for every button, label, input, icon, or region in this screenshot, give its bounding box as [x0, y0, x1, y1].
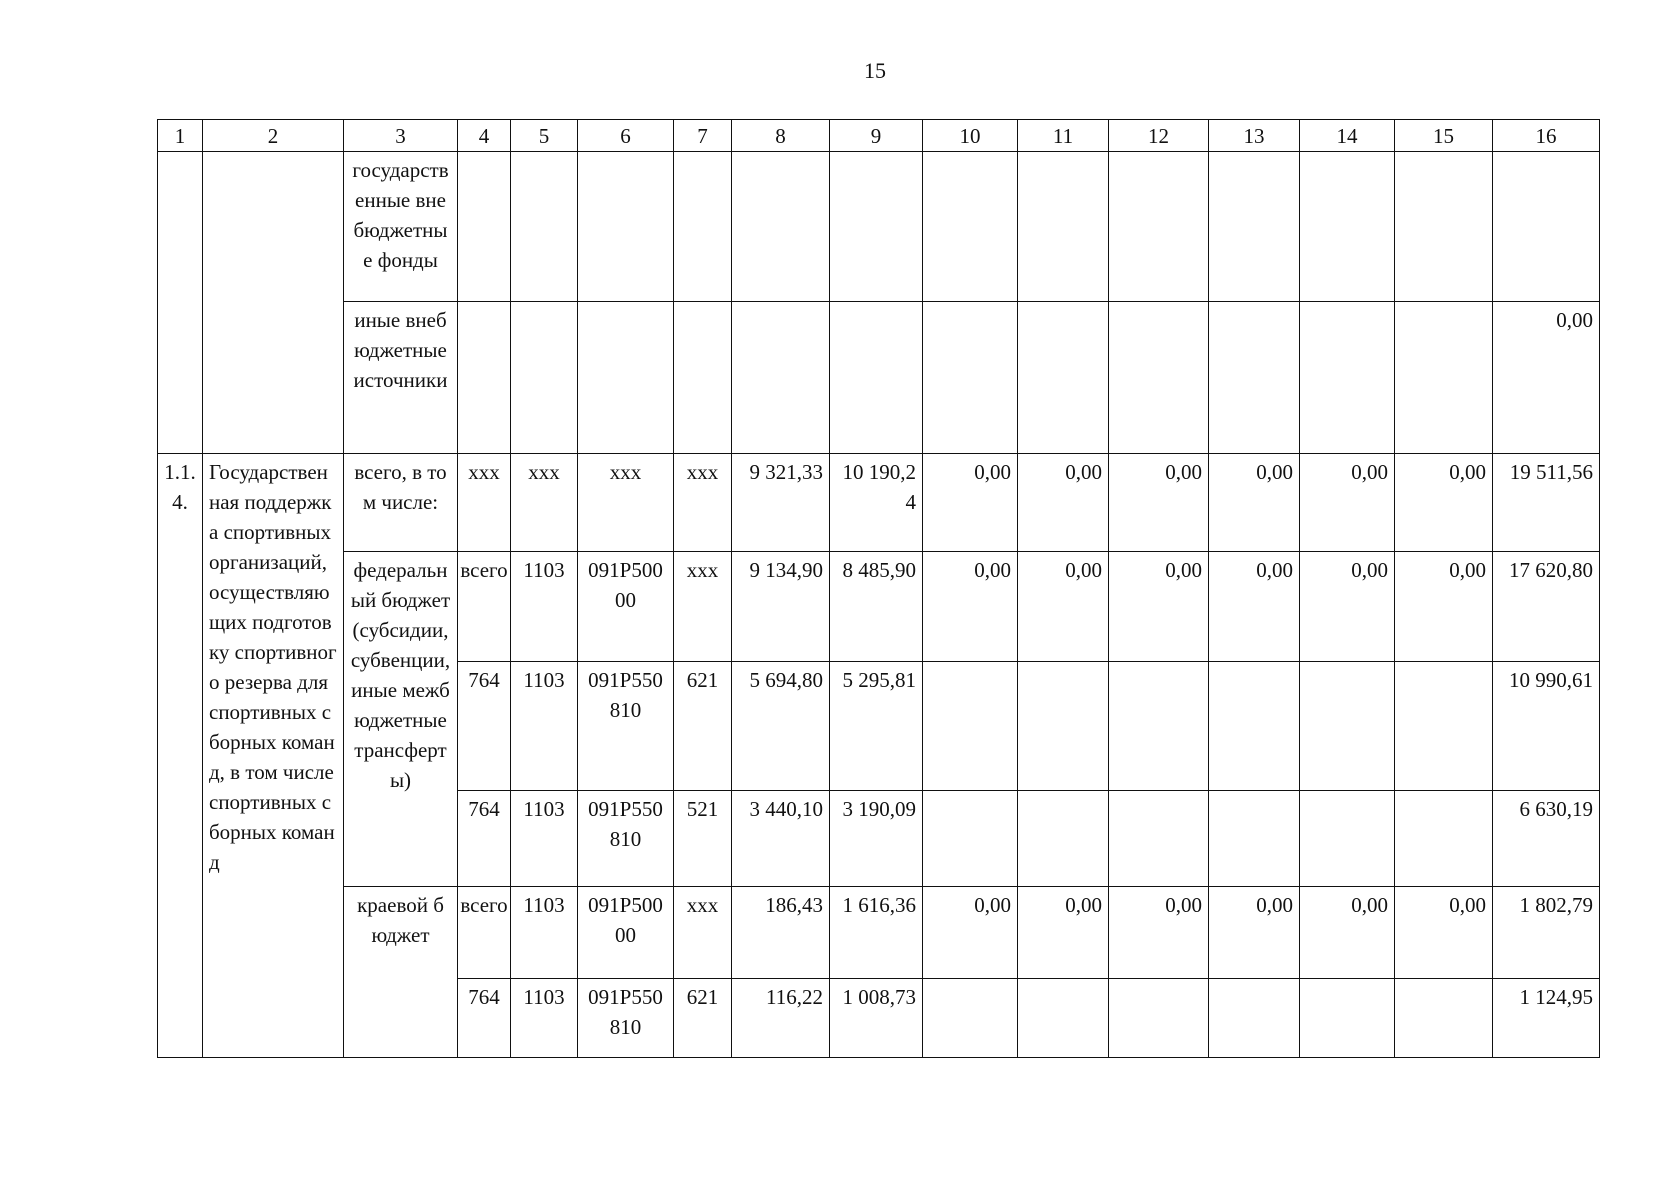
- cell-c15: 0,00: [1395, 552, 1493, 662]
- column-number: 15: [1395, 120, 1493, 152]
- empty-cell: [158, 152, 203, 454]
- empty-cell: [203, 152, 344, 454]
- cell-c13: 0,00: [1209, 454, 1300, 552]
- column-number: 9: [830, 120, 923, 152]
- cell-c12: [1109, 662, 1209, 791]
- funding-source-cell: иные внебюджетные источники: [344, 302, 458, 454]
- cell-c5: 1103: [511, 979, 578, 1058]
- cell-c9: 1 616,36: [830, 887, 923, 979]
- cell-c10: [923, 662, 1018, 791]
- cell-c11: [1018, 979, 1109, 1058]
- cell-c6: 091Р50000: [578, 887, 674, 979]
- cell-c7: 621: [674, 662, 732, 791]
- cell-c14: [1300, 662, 1395, 791]
- funding-source-cell: государственные внебюджетные фонды: [344, 152, 458, 302]
- empty-cell: [674, 302, 732, 454]
- cell-c16: 1 802,79: [1493, 887, 1600, 979]
- cell-c13: 0,00: [1209, 552, 1300, 662]
- cell-c16: 17 620,80: [1493, 552, 1600, 662]
- cell-c4: 764: [458, 979, 511, 1058]
- cell-c15: [1395, 662, 1493, 791]
- empty-cell: [1018, 302, 1109, 454]
- cell-c15: 0,00: [1395, 454, 1493, 552]
- cell-c14: 0,00: [1300, 887, 1395, 979]
- cell-c5: 1103: [511, 791, 578, 887]
- funding-source-cell: федеральный бюджет (субсидии, субвенции, иные межбюджетные трансферты): [344, 552, 458, 887]
- cell-c13: 0,00: [1209, 887, 1300, 979]
- empty-cell: [732, 152, 830, 302]
- empty-cell: [511, 152, 578, 302]
- column-number: 2: [203, 120, 344, 152]
- empty-cell: [923, 302, 1018, 454]
- empty-cell: [1209, 152, 1300, 302]
- cell-c15: 0,00: [1395, 887, 1493, 979]
- empty-cell: [830, 152, 923, 302]
- empty-cell: [458, 302, 511, 454]
- cell-c16: 10 990,61: [1493, 662, 1600, 791]
- cell-c11: [1018, 662, 1109, 791]
- cell-c11: 0,00: [1018, 887, 1109, 979]
- cell-c4: ххх: [458, 454, 511, 552]
- cell-c12: [1109, 979, 1209, 1058]
- cell-c11: 0,00: [1018, 552, 1109, 662]
- column-number: 10: [923, 120, 1018, 152]
- cell-c14: 0,00: [1300, 454, 1395, 552]
- cell-c14: 0,00: [1300, 552, 1395, 662]
- cell-c15: [1395, 979, 1493, 1058]
- cell-c9: 8 485,90: [830, 552, 923, 662]
- table-row: [158, 152, 1600, 302]
- empty-cell: [511, 302, 578, 454]
- cell-c6: 091Р550810: [578, 979, 674, 1058]
- column-number-row: [158, 120, 1600, 152]
- cell-c12: 0,00: [1109, 454, 1209, 552]
- cell-c5: ххх: [511, 454, 578, 552]
- table-row: [158, 302, 1600, 454]
- cell-c7: ххх: [674, 552, 732, 662]
- budget-table: [157, 119, 1600, 1058]
- cell-c8: 3 440,10: [732, 791, 830, 887]
- cell-c6: ххх: [578, 454, 674, 552]
- cell-c8: 186,43: [732, 887, 830, 979]
- table-row: [158, 454, 1600, 552]
- table-row: [158, 887, 1600, 979]
- cell-c13: [1209, 791, 1300, 887]
- column-number: 3: [344, 120, 458, 152]
- column-number: 16: [1493, 120, 1600, 152]
- column-number: 14: [1300, 120, 1395, 152]
- column-number: 11: [1018, 120, 1109, 152]
- cell-c4: 764: [458, 791, 511, 887]
- column-number: 1: [158, 120, 203, 152]
- cell-c6: 091Р550810: [578, 662, 674, 791]
- empty-cell: [1109, 152, 1209, 302]
- cell-c9: 1 008,73: [830, 979, 923, 1058]
- cell-c11: 0,00: [1018, 454, 1109, 552]
- cell-c10: [923, 979, 1018, 1058]
- cell-c12: [1109, 791, 1209, 887]
- empty-cell: [458, 152, 511, 302]
- cell-c10: 0,00: [923, 552, 1018, 662]
- cell-c4: всего: [458, 552, 511, 662]
- cell-c12: 0,00: [1109, 887, 1209, 979]
- column-number: 6: [578, 120, 674, 152]
- empty-cell: [1018, 152, 1109, 302]
- item-name: Государственная поддержка спортивных организаций, осуществляющих подготовку спортивного резерва для спортивных сборных команд, в том числе спортивных сборных команд: [203, 454, 344, 1058]
- cell-c8: 116,22: [732, 979, 830, 1058]
- table-row: [158, 552, 1600, 662]
- cell-c4: всего: [458, 887, 511, 979]
- cell-c16: 19 511,56: [1493, 454, 1600, 552]
- page-number: 15: [864, 58, 886, 83]
- cell-c16: 6 630,19: [1493, 791, 1600, 887]
- cell-c5: 1103: [511, 662, 578, 791]
- cell-c4: 764: [458, 662, 511, 791]
- cell-c10: [923, 791, 1018, 887]
- funding-source-cell: всего, в том числе:: [344, 454, 458, 552]
- cell-c10: 0,00: [923, 887, 1018, 979]
- column-number: 8: [732, 120, 830, 152]
- cell-c8: 5 694,80: [732, 662, 830, 791]
- cell-c8: 9 321,33: [732, 454, 830, 552]
- cell-c6: 091Р550810: [578, 791, 674, 887]
- empty-cell: [1300, 152, 1395, 302]
- column-number: 12: [1109, 120, 1209, 152]
- empty-cell: [1300, 302, 1395, 454]
- empty-cell: [1109, 302, 1209, 454]
- cell-c7: 621: [674, 979, 732, 1058]
- empty-cell: [1395, 302, 1493, 454]
- cell-c11: [1018, 791, 1109, 887]
- cell-c6: 091Р50000: [578, 552, 674, 662]
- cell-c12: 0,00: [1109, 552, 1209, 662]
- empty-cell: [1395, 152, 1493, 302]
- column-number: 5: [511, 120, 578, 152]
- cell-c10: 0,00: [923, 454, 1018, 552]
- empty-cell: [578, 152, 674, 302]
- cell-c13: [1209, 662, 1300, 791]
- cell-c9: 5 295,81: [830, 662, 923, 791]
- total-cell: 0,00: [1493, 302, 1600, 454]
- cell-c7: 521: [674, 791, 732, 887]
- cell-c14: [1300, 791, 1395, 887]
- column-number: 7: [674, 120, 732, 152]
- cell-c5: 1103: [511, 552, 578, 662]
- empty-cell: [1209, 302, 1300, 454]
- cell-c8: 9 134,90: [732, 552, 830, 662]
- funding-source-cell: краевой бюджет: [344, 887, 458, 1058]
- cell-c9: 3 190,09: [830, 791, 923, 887]
- cell-c13: [1209, 979, 1300, 1058]
- item-number: 1.1.4.: [158, 454, 203, 1058]
- column-number: 13: [1209, 120, 1300, 152]
- cell-c5: 1103: [511, 887, 578, 979]
- empty-cell: [732, 302, 830, 454]
- cell-c7: ххх: [674, 454, 732, 552]
- empty-cell: [923, 152, 1018, 302]
- cell-c9: 10 190,24: [830, 454, 923, 552]
- cell-c14: [1300, 979, 1395, 1058]
- empty-cell: [578, 302, 674, 454]
- empty-cell: [830, 302, 923, 454]
- cell-c15: [1395, 791, 1493, 887]
- column-number: 4: [458, 120, 511, 152]
- empty-cell: [1493, 152, 1600, 302]
- cell-c16: 1 124,95: [1493, 979, 1600, 1058]
- cell-c7: ххх: [674, 887, 732, 979]
- empty-cell: [674, 152, 732, 302]
